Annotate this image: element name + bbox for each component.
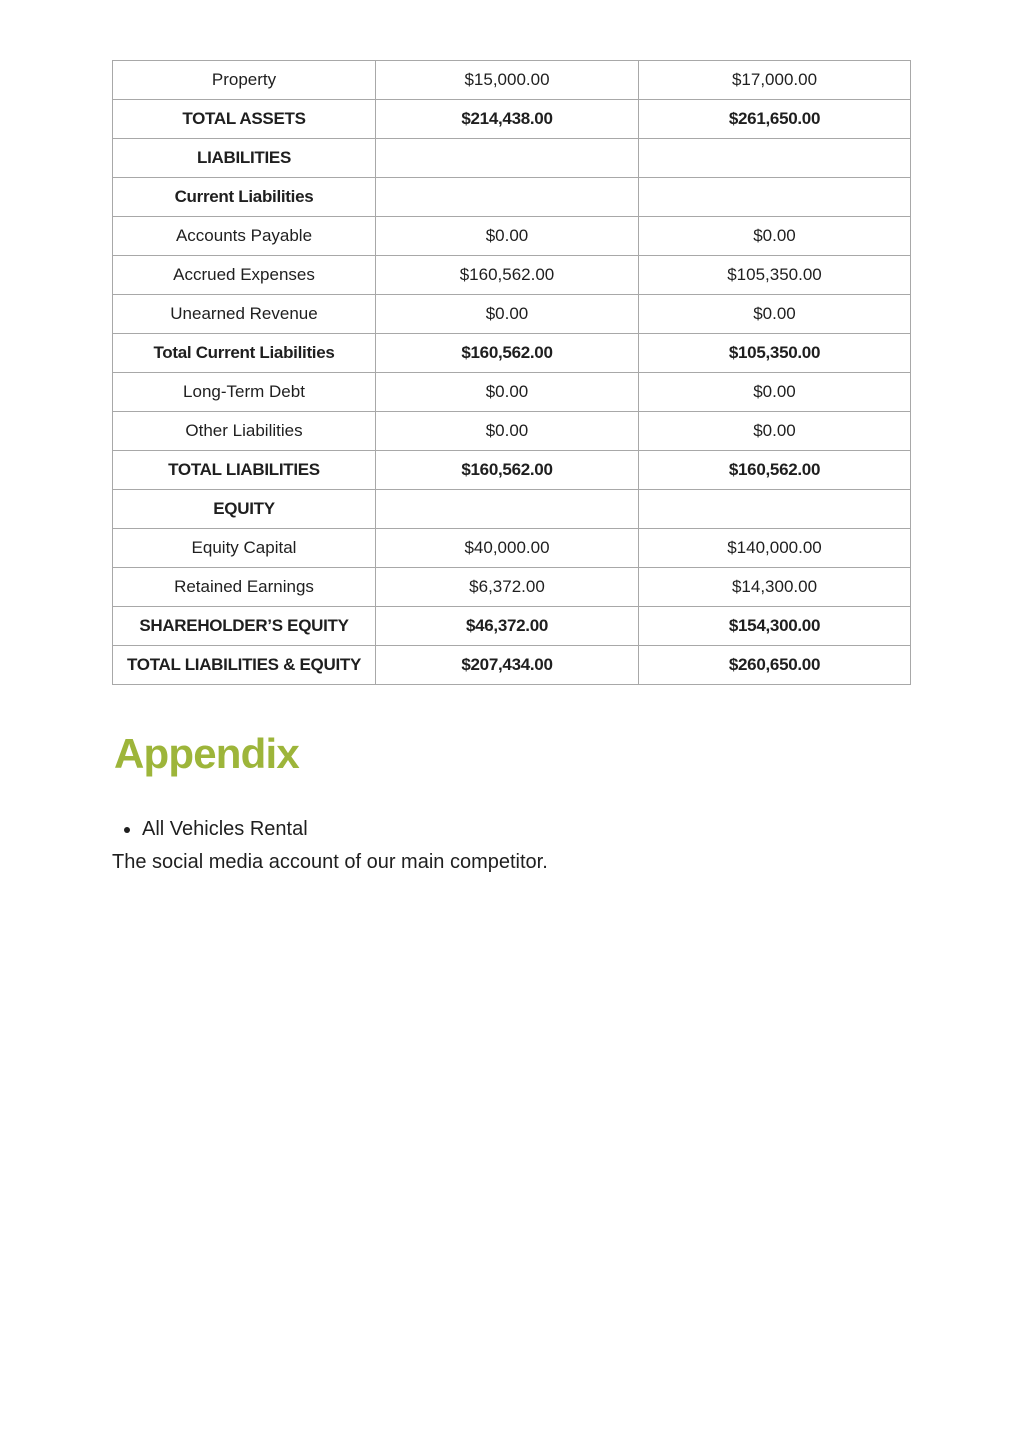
prior-period-cell: $0.00 (376, 295, 639, 334)
prior-period-cell: $160,562.00 (376, 256, 639, 295)
table-row (113, 373, 911, 412)
table-row (113, 100, 911, 139)
balance-sheet-body (113, 61, 911, 685)
table-row (113, 334, 911, 373)
table-row (113, 178, 911, 217)
balance-sheet-section (112, 60, 910, 685)
table-row (113, 646, 911, 685)
table-row (113, 568, 911, 607)
table-row (113, 256, 911, 295)
row-label-cell: Property (113, 61, 376, 100)
row-label-cell: Accounts Payable (113, 217, 376, 256)
current-period-cell (639, 490, 911, 529)
prior-period-cell (376, 178, 639, 217)
row-label-cell: Accrued Expenses (113, 256, 376, 295)
current-period-cell: $160,562.00 (639, 451, 911, 490)
prior-period-cell: $6,372.00 (376, 568, 639, 607)
current-period-cell: $0.00 (639, 295, 911, 334)
prior-period-cell: $0.00 (376, 412, 639, 451)
prior-period-cell (376, 490, 639, 529)
row-label-cell: EQUITY (113, 490, 376, 529)
row-label-cell: TOTAL ASSETS (113, 100, 376, 139)
table-row (113, 139, 911, 178)
current-period-cell: $105,350.00 (639, 256, 911, 295)
current-period-cell: $154,300.00 (639, 607, 911, 646)
current-period-cell: $105,350.00 (639, 334, 911, 373)
row-label-cell: TOTAL LIABILITIES & EQUITY (113, 646, 376, 685)
table-row (113, 529, 911, 568)
appendix-heading: Appendix (114, 730, 299, 777)
prior-period-cell (376, 139, 639, 178)
row-label-cell: Other Liabilities (113, 412, 376, 451)
table-row (113, 61, 911, 100)
row-label-cell: LIABILITIES (113, 139, 376, 178)
current-period-cell: $14,300.00 (639, 568, 911, 607)
row-label-cell: SHAREHOLDER’S EQUITY (113, 607, 376, 646)
prior-period-cell: $46,372.00 (376, 607, 639, 646)
row-label-cell: Total Current Liabilities (113, 334, 376, 373)
prior-period-cell: $207,434.00 (376, 646, 639, 685)
list-item: • All Vehicles Rental (142, 814, 308, 844)
appendix-paragraph: The social media account of our main competitor. (112, 851, 548, 873)
table-row (113, 607, 911, 646)
prior-period-cell: $214,438.00 (376, 100, 639, 139)
current-period-cell: $0.00 (639, 217, 911, 256)
prior-period-cell: $15,000.00 (376, 61, 639, 100)
current-period-cell: $17,000.00 (639, 61, 911, 100)
current-period-cell (639, 178, 911, 217)
row-label-cell: Unearned Revenue (113, 295, 376, 334)
prior-period-cell: $0.00 (376, 373, 639, 412)
prior-period-cell: $160,562.00 (376, 451, 639, 490)
row-label-cell: TOTAL LIABILITIES (113, 451, 376, 490)
row-label-cell: Retained Earnings (113, 568, 376, 607)
current-period-cell: $261,650.00 (639, 100, 911, 139)
prior-period-cell: $0.00 (376, 217, 639, 256)
current-period-cell: $140,000.00 (639, 529, 911, 568)
appendix-list (112, 814, 308, 844)
row-label-cell: Long-Term Debt (113, 373, 376, 412)
current-period-cell (639, 139, 911, 178)
balance-sheet-table (112, 60, 911, 685)
current-period-cell: $260,650.00 (639, 646, 911, 685)
prior-period-cell: $40,000.00 (376, 529, 639, 568)
table-row (113, 217, 911, 256)
row-label-cell: Current Liabilities (113, 178, 376, 217)
table-row (113, 490, 911, 529)
table-row (113, 412, 911, 451)
table-row (113, 295, 911, 334)
prior-period-cell: $160,562.00 (376, 334, 639, 373)
current-period-cell: $0.00 (639, 412, 911, 451)
current-period-cell: $0.00 (639, 373, 911, 412)
row-label-cell: Equity Capital (113, 529, 376, 568)
table-row (113, 451, 911, 490)
